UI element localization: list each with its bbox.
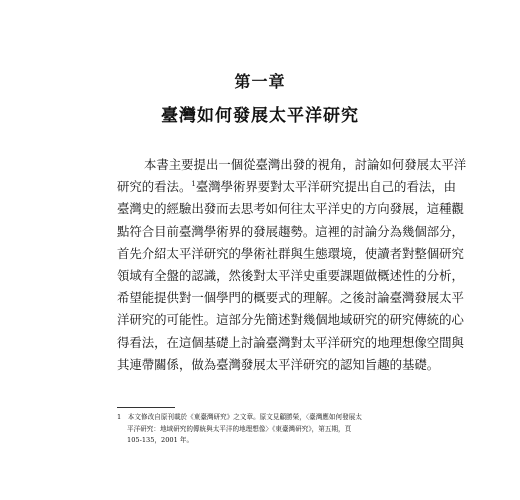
body-line-text: 研究的看法。 bbox=[117, 179, 192, 195]
chapter-number: 第一章 bbox=[234, 72, 286, 91]
body-line: 得看法，在這個基礎上討論臺灣對太平洋研究的地理想像空間與 bbox=[117, 334, 464, 350]
body-line: 點符合目前臺灣學術界的發展趨勢。這裡的討論分為幾個部分， bbox=[117, 223, 464, 239]
chapter-title: 臺灣如何發展太平洋研究 bbox=[161, 106, 359, 126]
footnote-marker: 1 bbox=[191, 180, 196, 189]
body-line: 領域有全盤的認識，然後對太平洋史重要課題做概述性的分析， bbox=[117, 267, 464, 283]
footnote-line: 1 本文修改自原刊載於《東臺灣研究》之文章。原文見顧勝榮，〈臺灣應如何發展太 bbox=[117, 413, 362, 421]
footnote bbox=[117, 412, 417, 447]
body-line bbox=[117, 176, 457, 198]
body-line: 首先介紹太平洋研究的學術社群與生態環境，使讀者對整個研究 bbox=[117, 245, 464, 261]
footnote-line: 平洋研究：地域研究的傳統與太平洋的地理想像〉《東臺灣研究》，第五期，頁 bbox=[127, 424, 352, 433]
body-line: 本書主要提出一個從臺灣出發的視角，討論如何發展太平洋 bbox=[144, 157, 467, 172]
body-line: 洋研究的可能性。這部分先簡述對幾個地域研究的研究傳統的心 bbox=[117, 312, 464, 328]
body-line: 臺灣史的經驗出發而去思考如何往太平洋史的方向發展，這種觀 bbox=[117, 201, 464, 217]
footnote-line: 105-135，2001 年。 bbox=[127, 436, 194, 444]
footnote-divider bbox=[117, 407, 175, 408]
body-line-text: 臺灣學術界要對太平洋研究提出自己的看法，由 bbox=[195, 179, 457, 195]
body-line: 其連帶關係，做為臺灣發展太平洋研究的認知旨趣的基礎。 bbox=[117, 356, 440, 372]
body-line: 希望能提供對一個學門的概要式的理解。之後討論臺灣發展太平 bbox=[117, 290, 464, 306]
body-paragraph bbox=[117, 154, 467, 376]
